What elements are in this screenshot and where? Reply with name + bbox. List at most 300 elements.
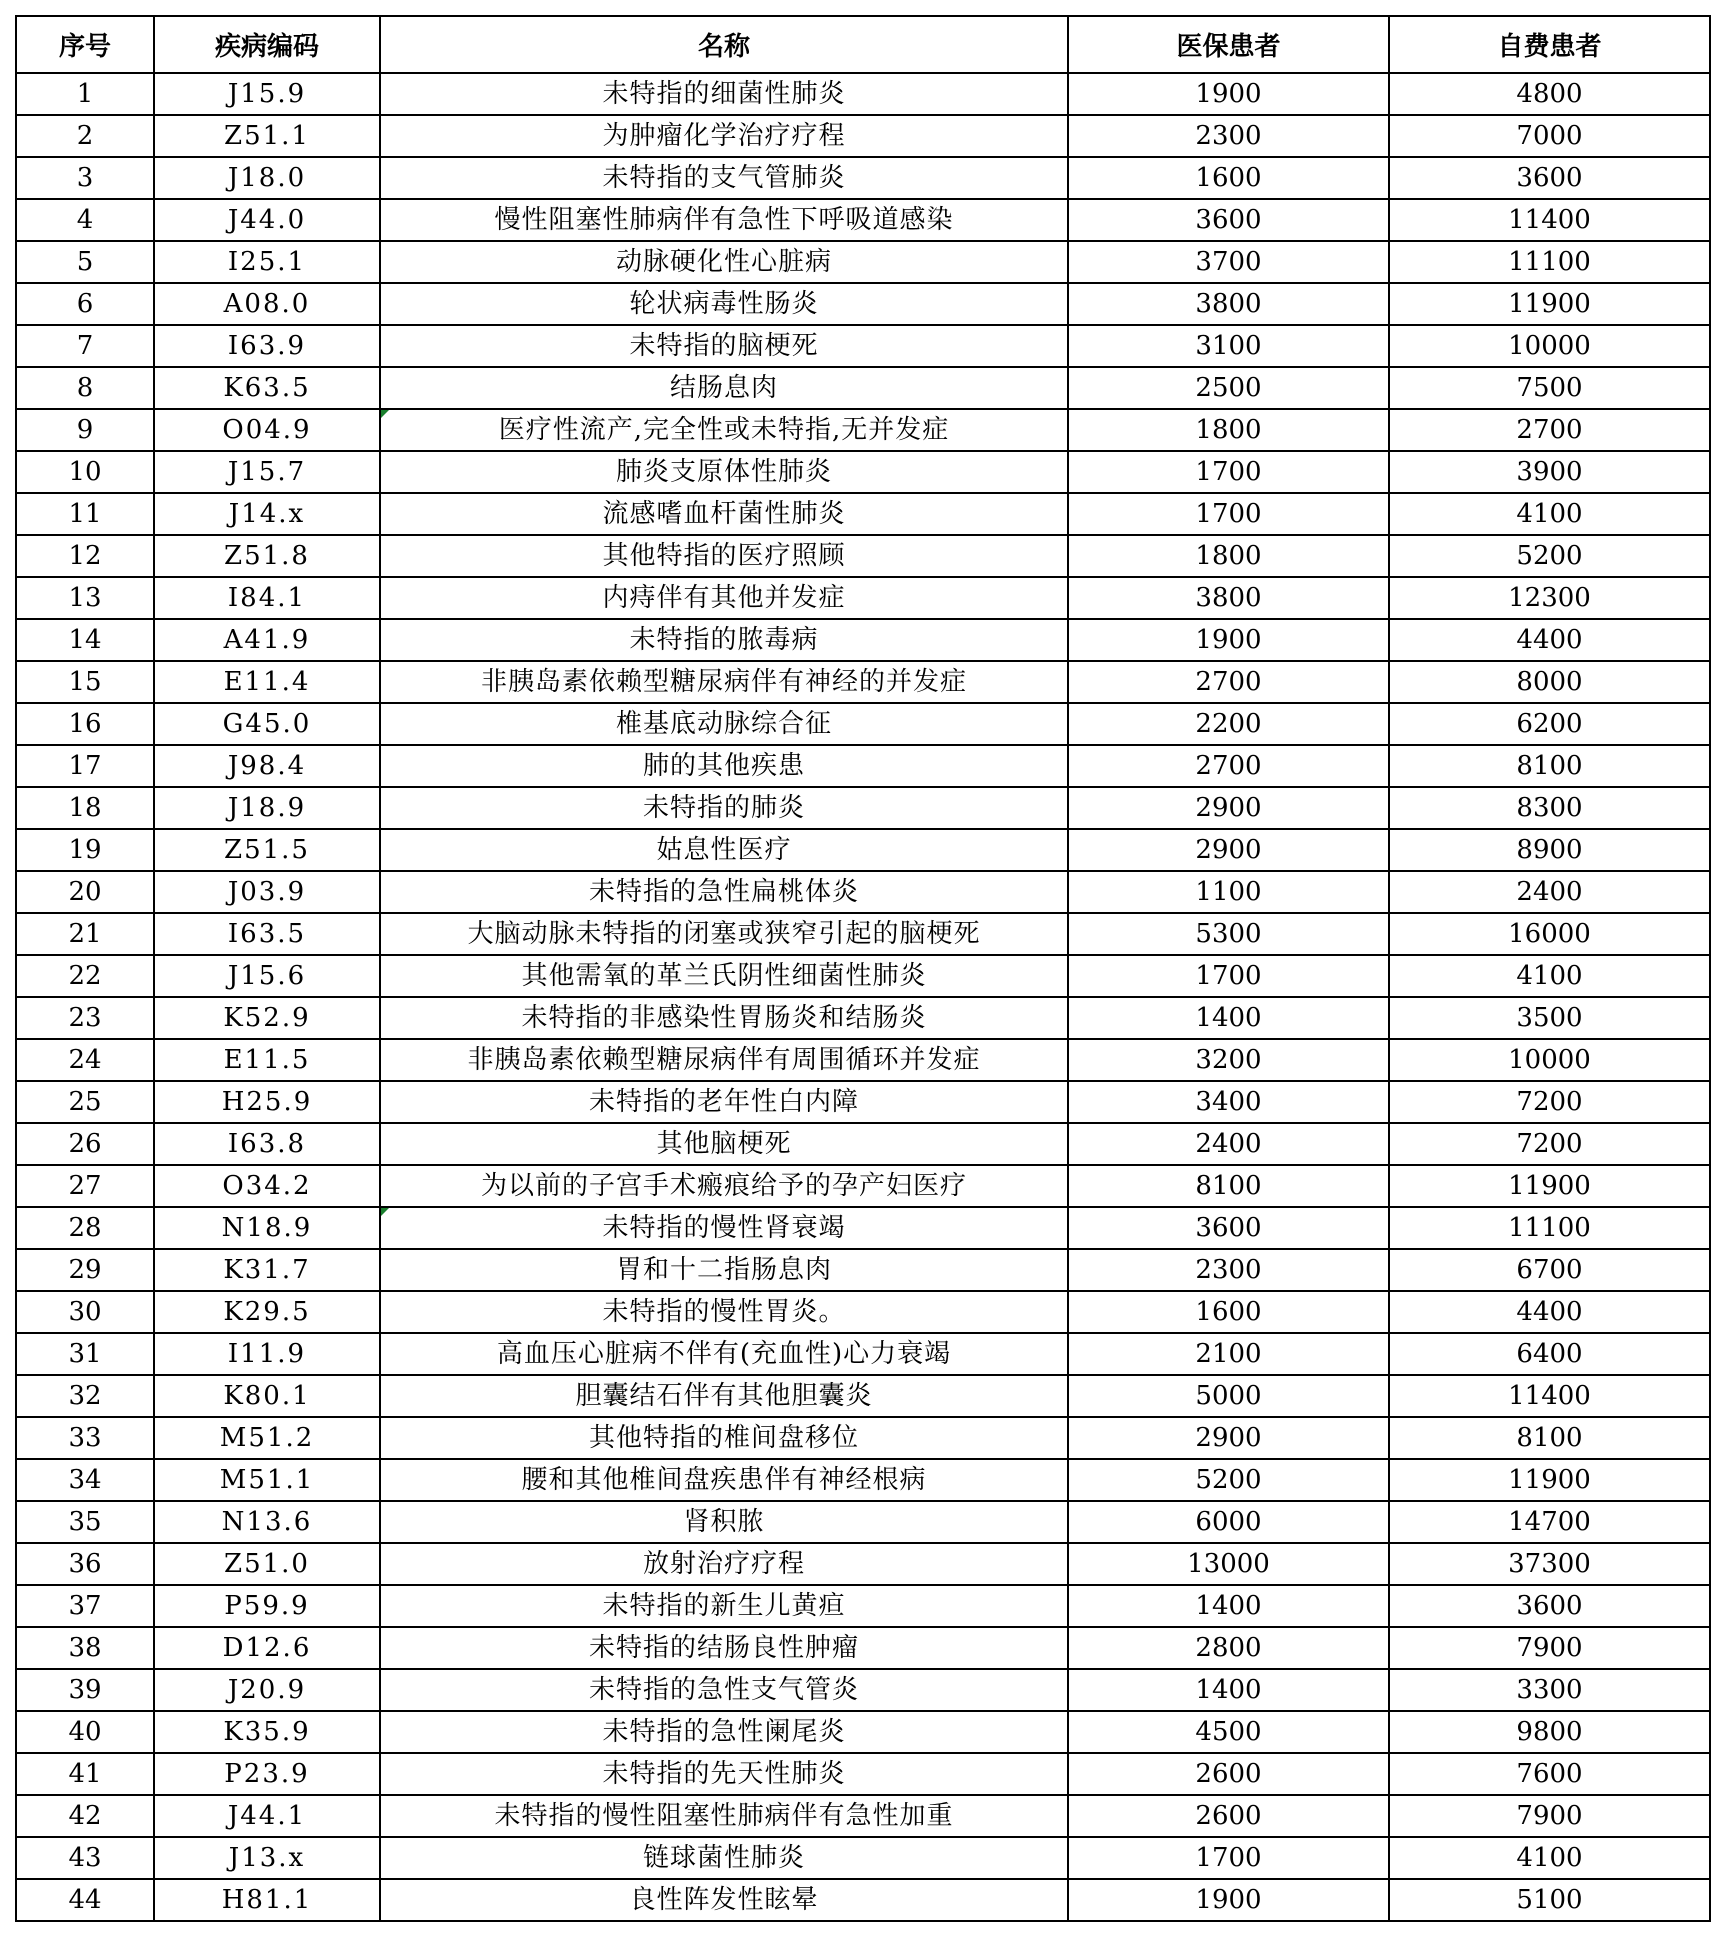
- cell-self-pay[interactable]: [1389, 115, 1710, 157]
- cell-name[interactable]: [380, 283, 1068, 325]
- cell-insured[interactable]: [1068, 1711, 1389, 1753]
- cell-insured[interactable]: [1068, 1501, 1389, 1543]
- cell-num-text: 43: [68, 1843, 102, 1873]
- cell-self-pay[interactable]: [1389, 1249, 1710, 1291]
- cell-self-pay-text: 9800: [1516, 1717, 1583, 1747]
- cell-name[interactable]: [380, 409, 1068, 451]
- cell-code[interactable]: [154, 1291, 380, 1333]
- cell-name[interactable]: [380, 619, 1068, 661]
- cell-code[interactable]: [154, 1669, 380, 1711]
- cell-insured-text: 13000: [1187, 1549, 1270, 1579]
- cell-self-pay[interactable]: [1389, 1711, 1710, 1753]
- cell-name[interactable]: [380, 913, 1068, 955]
- cell-code[interactable]: [154, 1123, 380, 1165]
- cell-insured-text: 5200: [1195, 1465, 1262, 1495]
- cell-num[interactable]: [16, 1459, 154, 1501]
- cell-self-pay[interactable]: [1389, 1207, 1710, 1249]
- cell-code[interactable]: [154, 913, 380, 955]
- cell-num[interactable]: [16, 745, 154, 787]
- cell-code-text: Z51.5: [224, 835, 310, 865]
- cell-num[interactable]: [16, 955, 154, 997]
- cell-self-pay[interactable]: [1389, 409, 1710, 451]
- cell-insured[interactable]: [1068, 1585, 1389, 1627]
- cell-code[interactable]: [154, 619, 380, 661]
- cell-self-pay[interactable]: [1389, 997, 1710, 1039]
- cell-self-pay[interactable]: [1389, 1333, 1710, 1375]
- cell-num[interactable]: [16, 1795, 154, 1837]
- cell-insured[interactable]: [1068, 1795, 1389, 1837]
- cell-name[interactable]: [380, 241, 1068, 283]
- cell-name[interactable]: [380, 535, 1068, 577]
- cell-self-pay[interactable]: [1389, 1123, 1710, 1165]
- cell-name[interactable]: [380, 787, 1068, 829]
- cell-num[interactable]: [16, 1417, 154, 1459]
- cell-insured[interactable]: [1068, 745, 1389, 787]
- cell-name[interactable]: [380, 829, 1068, 871]
- cell-num-text: 37: [68, 1591, 102, 1621]
- cell-code[interactable]: [154, 409, 380, 451]
- cell-num[interactable]: [16, 577, 154, 619]
- cell-name[interactable]: [380, 1165, 1068, 1207]
- cell-num[interactable]: [16, 1375, 154, 1417]
- cell-self-pay-text: 2700: [1516, 415, 1583, 445]
- cell-code-text: J14.x: [228, 499, 306, 529]
- cell-name[interactable]: [380, 1627, 1068, 1669]
- cell-insured-text: 1800: [1195, 415, 1262, 445]
- cell-self-pay[interactable]: [1389, 619, 1710, 661]
- cell-name-text: 未特指的急性扁桃体炎: [588, 877, 859, 907]
- cell-insured[interactable]: [1068, 955, 1389, 997]
- cell-self-pay[interactable]: [1389, 1585, 1710, 1627]
- cell-self-pay[interactable]: [1389, 955, 1710, 997]
- cell-num[interactable]: [16, 241, 154, 283]
- cell-insured[interactable]: [1068, 367, 1389, 409]
- cell-insured[interactable]: [1068, 997, 1389, 1039]
- cell-code[interactable]: [154, 1165, 380, 1207]
- cell-name[interactable]: [380, 1249, 1068, 1291]
- cell-code[interactable]: [154, 283, 380, 325]
- cell-self-pay[interactable]: [1389, 367, 1710, 409]
- cell-self-pay[interactable]: [1389, 1627, 1710, 1669]
- cell-name[interactable]: [380, 115, 1068, 157]
- header-self-pay: 自费患者: [1389, 16, 1710, 73]
- cell-name[interactable]: [380, 1795, 1068, 1837]
- cell-insured[interactable]: [1068, 1669, 1389, 1711]
- table-row: [16, 745, 1710, 787]
- cell-name[interactable]: [380, 1543, 1068, 1585]
- cell-code[interactable]: [154, 1207, 380, 1249]
- cell-num-text: 9: [76, 415, 94, 445]
- cell-insured[interactable]: [1068, 1333, 1389, 1375]
- cell-self-pay[interactable]: [1389, 1459, 1710, 1501]
- cell-name[interactable]: [380, 1207, 1068, 1249]
- cell-self-pay-text: 8300: [1516, 793, 1583, 823]
- cell-code-text: K80.1: [223, 1381, 311, 1411]
- cell-name[interactable]: [380, 1375, 1068, 1417]
- cell-insured-text: 2300: [1195, 1255, 1262, 1285]
- cell-num-text: 5: [76, 247, 94, 277]
- cell-insured[interactable]: [1068, 619, 1389, 661]
- cell-code[interactable]: [154, 1711, 380, 1753]
- cell-self-pay[interactable]: [1389, 829, 1710, 871]
- cell-insured[interactable]: [1068, 1165, 1389, 1207]
- cell-name[interactable]: [380, 955, 1068, 997]
- cell-insured[interactable]: [1068, 115, 1389, 157]
- cell-self-pay[interactable]: [1389, 535, 1710, 577]
- cell-self-pay[interactable]: [1389, 451, 1710, 493]
- cell-num[interactable]: [16, 1669, 154, 1711]
- cell-num[interactable]: [16, 1753, 154, 1795]
- cell-insured-text: 3800: [1195, 289, 1262, 319]
- cell-name[interactable]: [380, 577, 1068, 619]
- cell-num-text: 15: [68, 667, 102, 697]
- cell-num[interactable]: [16, 1207, 154, 1249]
- header-code: 疾病编码: [154, 16, 380, 73]
- cell-insured[interactable]: [1068, 73, 1389, 115]
- cell-code[interactable]: [154, 661, 380, 703]
- cell-code[interactable]: [154, 1543, 380, 1585]
- cell-name[interactable]: [380, 493, 1068, 535]
- cell-code[interactable]: [154, 1081, 380, 1123]
- cell-num[interactable]: [16, 871, 154, 913]
- cell-num[interactable]: [16, 451, 154, 493]
- cell-self-pay[interactable]: [1389, 1291, 1710, 1333]
- cell-code[interactable]: [154, 745, 380, 787]
- cell-insured[interactable]: [1068, 577, 1389, 619]
- cell-insured-text: 2700: [1195, 667, 1262, 697]
- cell-num[interactable]: [16, 1165, 154, 1207]
- table-row: [16, 955, 1710, 997]
- cell-code[interactable]: [154, 577, 380, 619]
- cell-num[interactable]: [16, 1333, 154, 1375]
- cell-code[interactable]: [154, 325, 380, 367]
- cell-name[interactable]: [380, 1123, 1068, 1165]
- cell-code-text: I11.9: [227, 1339, 307, 1369]
- cell-insured[interactable]: [1068, 829, 1389, 871]
- comment-indicator-icon[interactable]: [381, 410, 389, 418]
- cell-insured[interactable]: [1068, 1207, 1389, 1249]
- cell-self-pay[interactable]: [1389, 1165, 1710, 1207]
- cell-num[interactable]: [16, 1879, 154, 1921]
- cell-insured[interactable]: [1068, 1039, 1389, 1081]
- cell-self-pay-text: 11900: [1508, 1465, 1591, 1495]
- cell-self-pay-text: 8100: [1516, 751, 1583, 781]
- cell-self-pay[interactable]: [1389, 241, 1710, 283]
- cell-code[interactable]: [154, 703, 380, 745]
- cell-name[interactable]: [380, 367, 1068, 409]
- cell-insured[interactable]: [1068, 1879, 1389, 1921]
- cell-name[interactable]: [380, 1333, 1068, 1375]
- cell-insured-text: 1700: [1195, 457, 1262, 487]
- cell-num[interactable]: [16, 703, 154, 745]
- cell-code[interactable]: [154, 1249, 380, 1291]
- cell-name[interactable]: [380, 1039, 1068, 1081]
- cell-self-pay[interactable]: [1389, 73, 1710, 115]
- cell-name-text: 未特指的慢性阻塞性肺病伴有急性加重: [494, 1801, 954, 1831]
- cell-num[interactable]: [16, 409, 154, 451]
- cell-code[interactable]: [154, 1837, 380, 1879]
- cell-self-pay-text: 12300: [1508, 583, 1591, 613]
- cell-insured[interactable]: [1068, 241, 1389, 283]
- cell-num[interactable]: [16, 997, 154, 1039]
- cell-name[interactable]: [380, 1459, 1068, 1501]
- cell-name-text: 动脉硬化性心脏病: [615, 247, 832, 277]
- cell-code[interactable]: [154, 1375, 380, 1417]
- cell-self-pay[interactable]: [1389, 1375, 1710, 1417]
- table-row: [16, 283, 1710, 325]
- cell-insured-text: 1900: [1195, 79, 1262, 109]
- cell-name[interactable]: [380, 703, 1068, 745]
- cell-code[interactable]: [154, 955, 380, 997]
- cell-code-text: I63.5: [227, 919, 307, 949]
- cell-insured[interactable]: [1068, 1375, 1389, 1417]
- cell-self-pay[interactable]: [1389, 871, 1710, 913]
- cell-num[interactable]: [16, 1585, 154, 1627]
- cell-code[interactable]: [154, 157, 380, 199]
- cell-name[interactable]: [380, 661, 1068, 703]
- table-row: [16, 1711, 1710, 1753]
- cell-num-text: 32: [68, 1381, 102, 1411]
- cell-num[interactable]: [16, 199, 154, 241]
- cell-num-text: 14: [68, 625, 102, 655]
- cell-code[interactable]: [154, 1417, 380, 1459]
- cell-insured-text: 2500: [1195, 373, 1262, 403]
- cell-num[interactable]: [16, 829, 154, 871]
- cell-num-text: 34: [68, 1465, 102, 1495]
- cell-name-text: 未特指的急性阑尾炎: [602, 1717, 846, 1747]
- cell-insured-text: 1100: [1195, 877, 1262, 907]
- cell-num[interactable]: [16, 73, 154, 115]
- cell-num[interactable]: [16, 787, 154, 829]
- cell-insured[interactable]: [1068, 1123, 1389, 1165]
- cell-insured[interactable]: [1068, 913, 1389, 955]
- cell-self-pay[interactable]: [1389, 1879, 1710, 1921]
- cell-self-pay[interactable]: [1389, 913, 1710, 955]
- cell-name-text: 未特指的脑梗死: [629, 331, 819, 361]
- cell-insured-text: 5000: [1195, 1381, 1262, 1411]
- cell-insured[interactable]: [1068, 1081, 1389, 1123]
- cell-code-text: I63.9: [227, 331, 307, 361]
- cell-name[interactable]: [380, 871, 1068, 913]
- cell-self-pay[interactable]: [1389, 1795, 1710, 1837]
- cell-self-pay-text: 10000: [1508, 1045, 1591, 1075]
- cell-name[interactable]: [380, 451, 1068, 493]
- cell-num[interactable]: [16, 493, 154, 535]
- cell-name[interactable]: [380, 157, 1068, 199]
- cell-self-pay[interactable]: [1389, 1543, 1710, 1585]
- cell-name-text: 未特指的先天性肺炎: [602, 1759, 846, 1789]
- table-row: [16, 1627, 1710, 1669]
- cell-num[interactable]: [16, 325, 154, 367]
- cell-code[interactable]: [154, 1039, 380, 1081]
- cell-code-text: I84.1: [227, 583, 307, 613]
- cell-name[interactable]: [380, 1879, 1068, 1921]
- cell-self-pay[interactable]: [1389, 661, 1710, 703]
- comment-indicator-icon[interactable]: [381, 1208, 389, 1216]
- cell-name[interactable]: [380, 997, 1068, 1039]
- cell-self-pay[interactable]: [1389, 577, 1710, 619]
- cell-insured-text: 2600: [1195, 1801, 1262, 1831]
- cell-num[interactable]: [16, 535, 154, 577]
- cell-num[interactable]: [16, 157, 154, 199]
- cell-insured[interactable]: [1068, 1543, 1389, 1585]
- cell-code[interactable]: [154, 1585, 380, 1627]
- cell-insured[interactable]: [1068, 1459, 1389, 1501]
- cell-name[interactable]: [380, 1291, 1068, 1333]
- cell-name[interactable]: [380, 1711, 1068, 1753]
- cell-insured[interactable]: [1068, 1417, 1389, 1459]
- cell-code[interactable]: [154, 535, 380, 577]
- cell-code[interactable]: [154, 199, 380, 241]
- cell-num[interactable]: [16, 1081, 154, 1123]
- cell-num[interactable]: [16, 913, 154, 955]
- cell-code[interactable]: [154, 1795, 380, 1837]
- cell-insured-text: 3700: [1195, 247, 1262, 277]
- cell-code[interactable]: [154, 115, 380, 157]
- cell-code[interactable]: [154, 787, 380, 829]
- cell-num-text: 3: [76, 163, 94, 193]
- cell-name[interactable]: [380, 1753, 1068, 1795]
- cell-code-text: J44.0: [227, 205, 307, 235]
- cell-num[interactable]: [16, 1501, 154, 1543]
- cell-num[interactable]: [16, 1711, 154, 1753]
- cell-insured[interactable]: [1068, 703, 1389, 745]
- cell-name[interactable]: [380, 73, 1068, 115]
- cell-insured[interactable]: [1068, 871, 1389, 913]
- cell-num[interactable]: [16, 619, 154, 661]
- cell-code[interactable]: [154, 241, 380, 283]
- cell-insured-text: 2900: [1195, 793, 1262, 823]
- cell-code[interactable]: [154, 451, 380, 493]
- cell-code[interactable]: [154, 1459, 380, 1501]
- cell-num-text: 38: [68, 1633, 102, 1663]
- cell-insured-text: 3400: [1195, 1087, 1262, 1117]
- cell-insured[interactable]: [1068, 199, 1389, 241]
- cell-self-pay-text: 5200: [1516, 541, 1583, 571]
- cell-num[interactable]: [16, 661, 154, 703]
- cell-self-pay[interactable]: [1389, 1081, 1710, 1123]
- cell-self-pay[interactable]: [1389, 703, 1710, 745]
- cell-name-text: 未特指的老年性白内障: [588, 1087, 859, 1117]
- cell-code[interactable]: [154, 73, 380, 115]
- cell-name[interactable]: [380, 1501, 1068, 1543]
- cell-num[interactable]: [16, 1543, 154, 1585]
- cell-name[interactable]: [380, 1585, 1068, 1627]
- cell-self-pay[interactable]: [1389, 283, 1710, 325]
- cell-num-text: 1: [76, 79, 94, 109]
- cell-code-text: P23.9: [224, 1759, 310, 1789]
- cell-code[interactable]: [154, 1627, 380, 1669]
- cell-num-text: 16: [68, 709, 102, 739]
- cell-self-pay-text: 4800: [1516, 79, 1583, 109]
- cell-code[interactable]: [154, 1753, 380, 1795]
- cell-code[interactable]: [154, 871, 380, 913]
- cell-self-pay[interactable]: [1389, 493, 1710, 535]
- cell-self-pay[interactable]: [1389, 1753, 1710, 1795]
- cell-code-text: J20.9: [227, 1675, 307, 1705]
- cell-name-text: 非胰岛素依赖型糖尿病伴有神经的并发症: [480, 667, 967, 697]
- cell-name[interactable]: [380, 325, 1068, 367]
- cell-insured[interactable]: [1068, 1627, 1389, 1669]
- cell-num[interactable]: [16, 1837, 154, 1879]
- cell-num[interactable]: [16, 1627, 154, 1669]
- cell-code[interactable]: [154, 493, 380, 535]
- cell-self-pay[interactable]: [1389, 199, 1710, 241]
- cell-insured[interactable]: [1068, 535, 1389, 577]
- cell-self-pay-text: 5100: [1516, 1885, 1583, 1915]
- cell-num[interactable]: [16, 367, 154, 409]
- cell-code[interactable]: [154, 1333, 380, 1375]
- cell-code-text: J18.0: [227, 163, 307, 193]
- cell-name[interactable]: [380, 1081, 1068, 1123]
- cell-num[interactable]: [16, 1123, 154, 1165]
- cell-insured[interactable]: [1068, 325, 1389, 367]
- cell-self-pay[interactable]: [1389, 745, 1710, 787]
- cell-name[interactable]: [380, 199, 1068, 241]
- cell-insured[interactable]: [1068, 1249, 1389, 1291]
- cell-code[interactable]: [154, 367, 380, 409]
- cell-insured[interactable]: [1068, 1753, 1389, 1795]
- cell-num[interactable]: [16, 1249, 154, 1291]
- cell-name[interactable]: [380, 745, 1068, 787]
- cell-self-pay[interactable]: [1389, 1501, 1710, 1543]
- cell-insured[interactable]: [1068, 1291, 1389, 1333]
- cell-self-pay[interactable]: [1389, 787, 1710, 829]
- cell-self-pay[interactable]: [1389, 1039, 1710, 1081]
- cell-code-text: J15.6: [227, 961, 307, 991]
- cell-name-text: 放射治疗疗程: [642, 1549, 805, 1579]
- cell-self-pay[interactable]: [1389, 1417, 1710, 1459]
- cell-name[interactable]: [380, 1417, 1068, 1459]
- cell-insured[interactable]: [1068, 493, 1389, 535]
- cell-num[interactable]: [16, 115, 154, 157]
- cell-num[interactable]: [16, 1039, 154, 1081]
- table-row: [16, 1123, 1710, 1165]
- cell-code-text: K35.9: [223, 1717, 311, 1747]
- cell-insured[interactable]: [1068, 283, 1389, 325]
- cell-code[interactable]: [154, 1501, 380, 1543]
- cell-self-pay-text: 6700: [1516, 1255, 1583, 1285]
- cell-name-text: 其他特指的医疗照顾: [602, 541, 846, 571]
- cell-self-pay-text: 11400: [1508, 1381, 1591, 1411]
- cell-num-text: 6: [76, 289, 94, 319]
- cell-insured[interactable]: [1068, 661, 1389, 703]
- cell-insured[interactable]: [1068, 451, 1389, 493]
- cell-num[interactable]: [16, 283, 154, 325]
- table-row: [16, 829, 1710, 871]
- cell-code-text: G45.0: [222, 709, 312, 739]
- cell-code[interactable]: [154, 1879, 380, 1921]
- cell-num-text: 44: [68, 1885, 102, 1915]
- cell-code[interactable]: [154, 997, 380, 1039]
- cell-self-pay[interactable]: [1389, 157, 1710, 199]
- cell-name[interactable]: [380, 1837, 1068, 1879]
- cell-self-pay[interactable]: [1389, 1837, 1710, 1879]
- cell-code-text: K31.7: [223, 1255, 311, 1285]
- cell-name-text: 未特指的慢性肾衰竭: [602, 1213, 846, 1243]
- cell-self-pay[interactable]: [1389, 1669, 1710, 1711]
- cell-code[interactable]: [154, 829, 380, 871]
- table-row: [16, 241, 1710, 283]
- cell-insured[interactable]: [1068, 1837, 1389, 1879]
- cell-name[interactable]: [380, 1669, 1068, 1711]
- cell-self-pay[interactable]: [1389, 325, 1710, 367]
- cell-num[interactable]: [16, 1291, 154, 1333]
- cell-insured[interactable]: [1068, 409, 1389, 451]
- cell-num-text: 17: [68, 751, 102, 781]
- cell-insured[interactable]: [1068, 787, 1389, 829]
- cell-insured[interactable]: [1068, 157, 1389, 199]
